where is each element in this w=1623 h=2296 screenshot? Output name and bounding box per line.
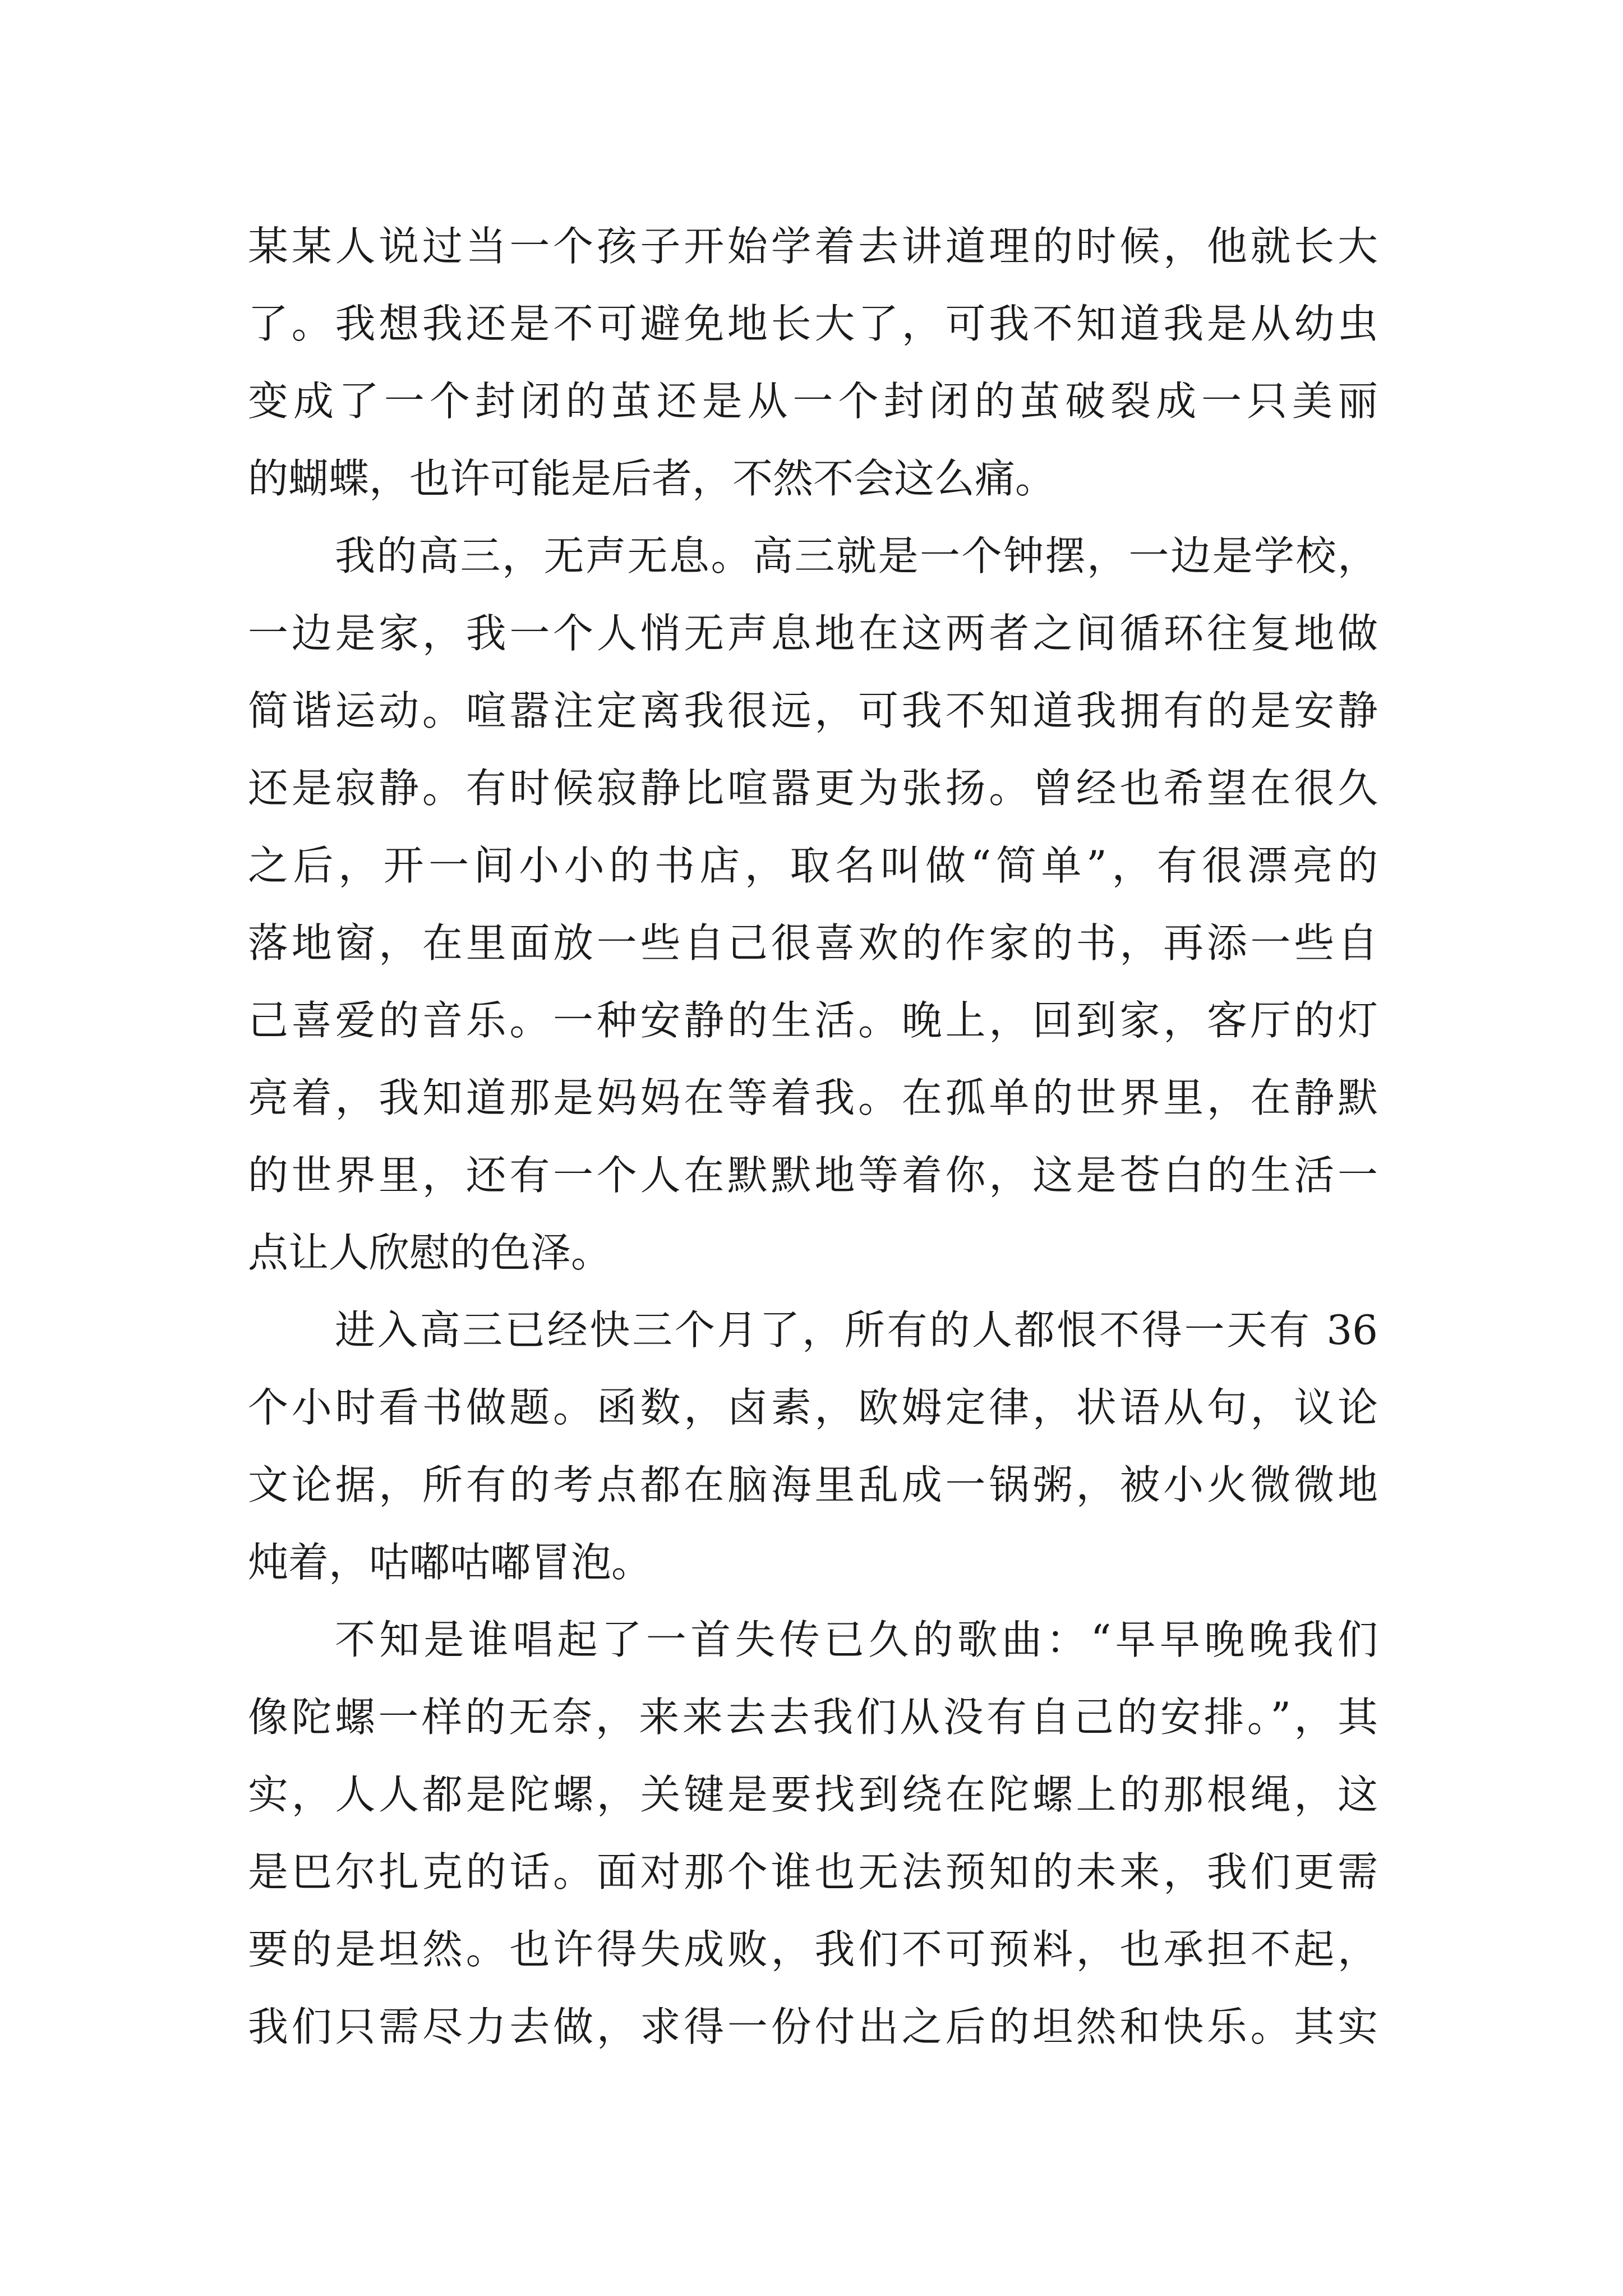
text-line: 变成了一个封闭的茧还是从一个封闭的茧破裂成一只美丽 bbox=[248, 378, 1378, 425]
paragraph-2 bbox=[248, 517, 1378, 1291]
text-line: 点让人欣慰的色泽。 bbox=[248, 1229, 612, 1276]
paragraph-4 bbox=[248, 1601, 1378, 2065]
text-line: 之后，开一间小小的书店，取名叫做“简单”，有很漂亮的 bbox=[248, 842, 1378, 889]
text-line: 一边是家，我一个人悄无声息地在这两者之间循环往复地做 bbox=[248, 610, 1378, 657]
text-line: 己喜爱的音乐。一种安静的生活。晚上，回到家，客厅的灯 bbox=[248, 997, 1378, 1044]
text-line: 不知是谁唱起了一首失传已久的歌曲：“早早晚晚我们 bbox=[335, 1616, 1378, 1663]
text-line: 是巴尔扎克的话。面对那个谁也无法预知的未来，我们更需 bbox=[248, 1848, 1378, 1895]
text-line: 某某人说过当一个孩子开始学着去讲道理的时候，他就长大 bbox=[248, 223, 1378, 270]
text-line: 炖着，咕嘟咕嘟冒泡。 bbox=[248, 1539, 652, 1586]
text-line: 的世界里，还有一个人在默默地等着你，这是苍白的生活一 bbox=[248, 1152, 1378, 1199]
text-line: 落地窗，在里面放一些自己很喜欢的作家的书，再添一些自 bbox=[248, 919, 1378, 967]
text-line: 个小时看书做题。函数，卤素，欧姆定律，状语从句，议论 bbox=[248, 1384, 1378, 1431]
document-body bbox=[248, 208, 1378, 2065]
text-line: 进入高三已经快三个月了，所有的人都恨不得一天有 36 bbox=[335, 1306, 1378, 1354]
text-line: 简谐运动。喧嚣注定离我很远，可我不知道我拥有的是安静 bbox=[248, 687, 1378, 734]
paragraph-3 bbox=[248, 1291, 1378, 1601]
text-line: 了。我想我还是不可避免地长大了，可我不知道我是从幼虫 bbox=[248, 300, 1378, 347]
text-line: 要的是坦然。也许得失成败，我们不可预料，也承担不起， bbox=[248, 1926, 1378, 1973]
text-line: 文论据，所有的考点都在脑海里乱成一锅粥，被小火微微地 bbox=[248, 1461, 1378, 1508]
text-line: 像陀螺一样的无奈，来来去去我们从没有自己的安排。”，其 bbox=[248, 1694, 1378, 1741]
text-line: 亮着，我知道那是妈妈在等着我。在孤单的世界里，在静默 bbox=[248, 1074, 1378, 1121]
text-line: 的蝴蝶，也许可能是后者，不然不会这么痛。 bbox=[248, 455, 1056, 502]
text-line: 还是寂静。有时候寂静比喧嚣更为张扬。曾经也希望在很久 bbox=[248, 765, 1378, 812]
text-line: 实，人人都是陀螺，关键是要找到绕在陀螺上的那根绳，这 bbox=[248, 1771, 1378, 1818]
text-line: 我的高三，无声无息。高三就是一个钟摆，一边是学校， bbox=[335, 532, 1378, 579]
paragraph-1 bbox=[248, 208, 1378, 517]
text-line: 我们只需尽力去做，求得一份付出之后的坦然和快乐。其实 bbox=[248, 2003, 1378, 2050]
